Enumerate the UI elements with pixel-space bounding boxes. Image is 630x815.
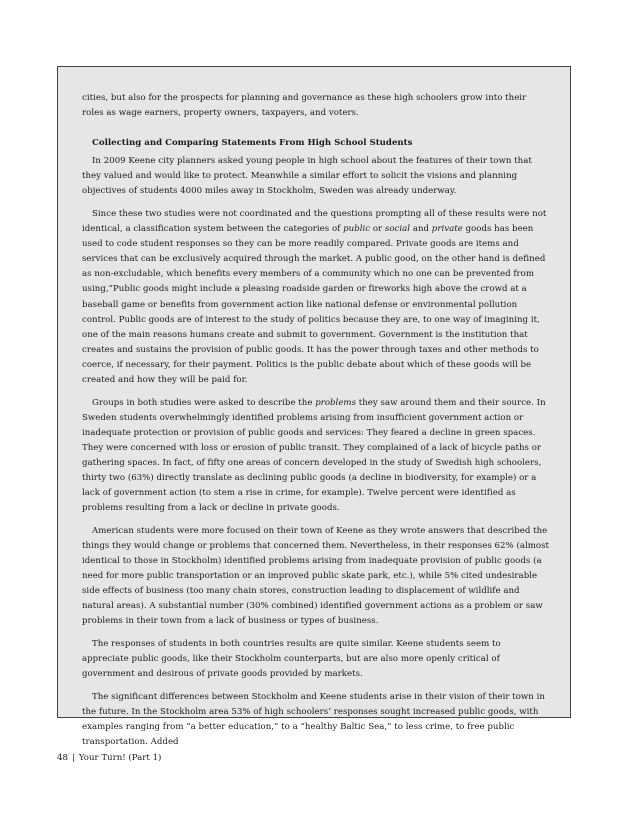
page-footer [57, 752, 161, 764]
paragraph-6: The significant differences between Stockholm and Keene students arise in their vision of their town in the future. In the Stockholm area 53% of high schoolers’ responses sought increased public goods, with examples ranging from “a better education,” to a “healthy Baltic Sea,” to less crime, to free public transportation. Added [82, 691, 545, 748]
book-title: Your Turn! (Part 1) [78, 753, 162, 763]
page-number: 48 [57, 753, 68, 763]
paragraph-1: In 2009 Keene city planners asked young people in high school about the features of their town that they valued and would like to protect. Meanwhile a similar effort to solicit the visions and planning objectives of students 4000 miles away in Stockholm, Sweden was already underway. [82, 156, 532, 197]
paragraph-2: Since these two studies were not coordinated and the questions prompting all of these results were not identical, a classification system between the categories of public or social and private goods has been used to code student responses so they can be more readily compared. Private goods are items and services that can be exclusively acquired through the market. A public good, on the other hand is defined as non-excludable, which benefits every members of a community which no one can be prevented from using,”Public goods might include a pleasing roadside garden or fireworks high above the crowd at a baseball game or benefits from government action like national defense or environmental pollution control. Public goods are of interest to the study of politics because they are, to one way of imagining it, one of the main reasons humans create and submit to government. Government is the institution that creates and sustains the provision of public goods. It has the power through taxes and other methods to coerce, if necessary, for their payment. Politics is the public debate about which of these goods will be created and how they will be paid for. [82, 208, 547, 385]
paragraph-intro: cities, but also for the prospects for planning and governance as these high schoolers grow into their roles as wage earners, property owners, taxpayers, and voters. [82, 93, 527, 119]
footer-separator: | [71, 753, 75, 763]
paragraph-5: The responses of students in both countries results are quite similar. Keene students seem to appreciate public goods, like their Stockholm counterparts, but are also more openly critical of government and desirous of private goods provided by markets. [82, 639, 501, 680]
text-panel [57, 66, 571, 748]
paragraph-3: Groups in both studies were asked to describe the problems they saw around them and their source. In Sweden students overwhelmingly identified problems arising from insufficient government action or inadequate protection or provision of public goods and services: They feared a decline in green spaces. They were concerned with loss or erosion of public transit. They complained of a lack of bicycle paths or gathering spaces. In fact, of fifty one areas of concern developed in the study of Swedish high schoolers, thirty two (63%) directly translate as declining public goods (a decline in biodiversity, for example) or a lack of government action (to stem a rise in crime, for example). Twelve percent were identified as problems resulting from a lack or decline in private goods. [82, 397, 546, 514]
section-heading: Collecting and Comparing Statements From High School Students [92, 138, 413, 149]
paragraph-4: American students were more focused on their town of Keene as they wrote answers that described the things they would change or problems that concerned them. Nevertheless, in their responses 62% (almost identical to those in Stockholm) identified problems arising from inadequate provision of public goods (a need for more public transportation or an improved public skate park, etc.), while 5% cited undesirable side effects of business (too many chain stores, construction leading to displacement of wildlife and natural areas). A substantial number (30% combined) identified government actions as a problem or saw problems in their town from a lack of business or types of business. [82, 525, 549, 627]
